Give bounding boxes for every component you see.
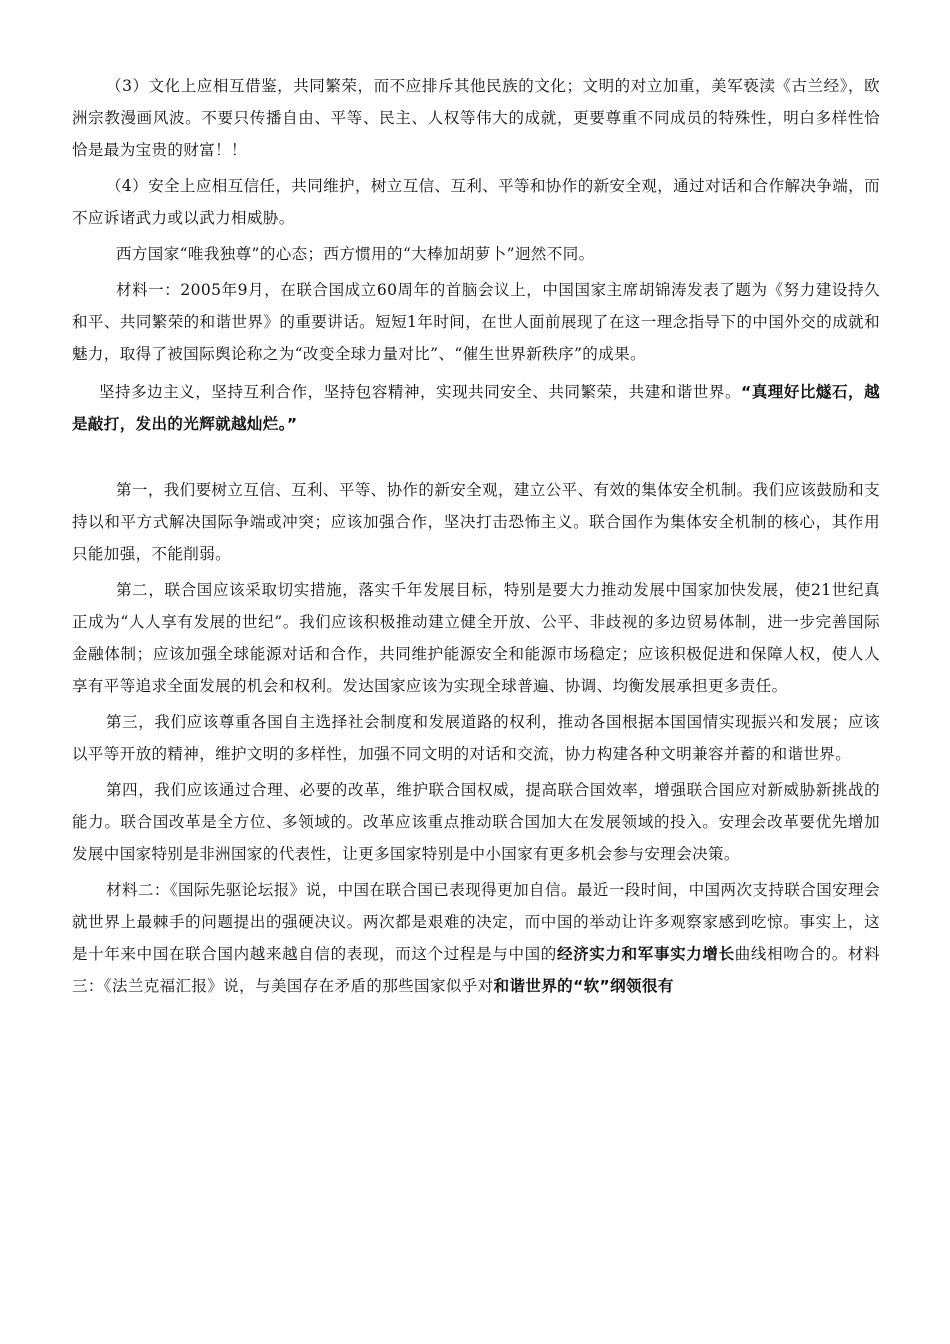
principles-text: 坚持多边主义，坚持互利合作，坚持包容精神，实现共同安全、共同繁荣，共建和谐世界。 xyxy=(99,383,741,401)
document-page xyxy=(72,70,880,1002)
blank-gap xyxy=(72,440,880,474)
harmonious-world-soft-program: 和谐世界的“软”纲领很有 xyxy=(493,977,674,995)
paragraph-culture: （3）文化上应相互借鉴，共同繁荣，而不应排斥其他民族的文化；文明的对立加重，美军亵渎《古兰经》，欧洲宗教漫画风波。不要只传播自由、平等、民主、人权等伟大的成就，更要尊重不同成员的特殊性，明白多样性恰恰是最为宝贵的财富！！ xyxy=(72,77,880,159)
material-two-text: 材料二：《国际先驱论坛报》说，中国在联合国已表现得更加自信。最近一段时间，中国两次支持联合国安理会就世界上最棘手的问题提出的强硬决议。两次都是艰难的决定，而中国的举动让许多观察家感到吃惊。事实上，这是十年来中国在联合国内越来越自信的表现，而这个过程是与中国的 xyxy=(72,881,880,963)
paragraph-principles xyxy=(72,376,880,440)
paragraph-material-one: 材料一：2005年9月，在联合国成立60周年的首脑会议上，中国国家主席胡锦涛发表了题为《努力建设持久和平、共同繁荣的和谐世界》的重要讲话。短短1年时间，在世人面前展现了在这一理念指导下的中国外交的成就和魅力，取得了被国际舆论称之为“改变全球力量对比”、“催生世界新秩序”的成果。 xyxy=(72,281,880,363)
economic-military-strength: 经济实力和军事实力增长 xyxy=(556,945,735,963)
paragraph-security: （4）安全上应相互信任，共同维护，树立互信、互利、平等和协作的新安全观，通过对话和合作解决争端，而不应诉诸武力或以武力相威胁。 xyxy=(72,177,880,227)
paragraph-first: 第一，我们要树立互信、互利、平等、协作的新安全观，建立公平、有效的集体安全机制。我们应该鼓励和支持以和平方式解决国际争端或冲突；应该加强合作，坚决打击恐怖主义。联合国作为集体安全机制的核心，其作用只能加强，不能削弱。 xyxy=(72,481,880,563)
paragraph-material-two-three xyxy=(72,874,880,1002)
paragraph-third: 第三，我们应该尊重各国自主选择社会制度和发展道路的权利，推动各国根据本国国情实现振兴和发展；应该以平等开放的精神，维护文明的多样性，加强不同文明的对话和交流，协力构建各种文明兼容并蓄的和谐世界。 xyxy=(72,713,880,763)
paragraph-western-attitude: 西方国家“唯我独尊”的心态；西方惯用的“大棒加胡萝卜”迥然不同。 xyxy=(116,245,595,263)
material-three-text: 曲线相吻合的。材料三：《法兰克福汇报》说，与美国存在矛盾的那些国家似乎对 xyxy=(72,945,880,995)
paragraph-fourth: 第四，我们应该通过合理、必要的改革，维护联合国权威，提高联合国效率，增强联合国应对新威胁新挑战的能力。联合国改革是全方位、多领域的。改革应该重点推动联合国加大在发展领域的投入。安理会改革要优先增加发展中国家特别是非洲国家的代表性，让更多国家特别是中小国家有更多机会参与安理会决策。 xyxy=(72,781,880,863)
truth-quote: “真理好比燧石，越是敲打，发出的光辉就越灿烂。” xyxy=(72,383,880,433)
paragraph-second: 第二，联合国应该采取切实措施，落实千年发展目标，特别是要大力推动发展中国家加快发展，使21世纪真正成为“人人享有发展的世纪”。我们应该积极推动建立健全开放、公平、非歧视的多边贸易体制，进一步完善国际金融体制；应该加强全球能源对话和合作，共同维护能源安全和能源市场稳定；应该积极促进和保障人权，使人人享有平等追求全面发展的机会和权利。发达国家应该为实现全球普遍、协调、均衡发展承担更多责任。 xyxy=(72,581,880,695)
